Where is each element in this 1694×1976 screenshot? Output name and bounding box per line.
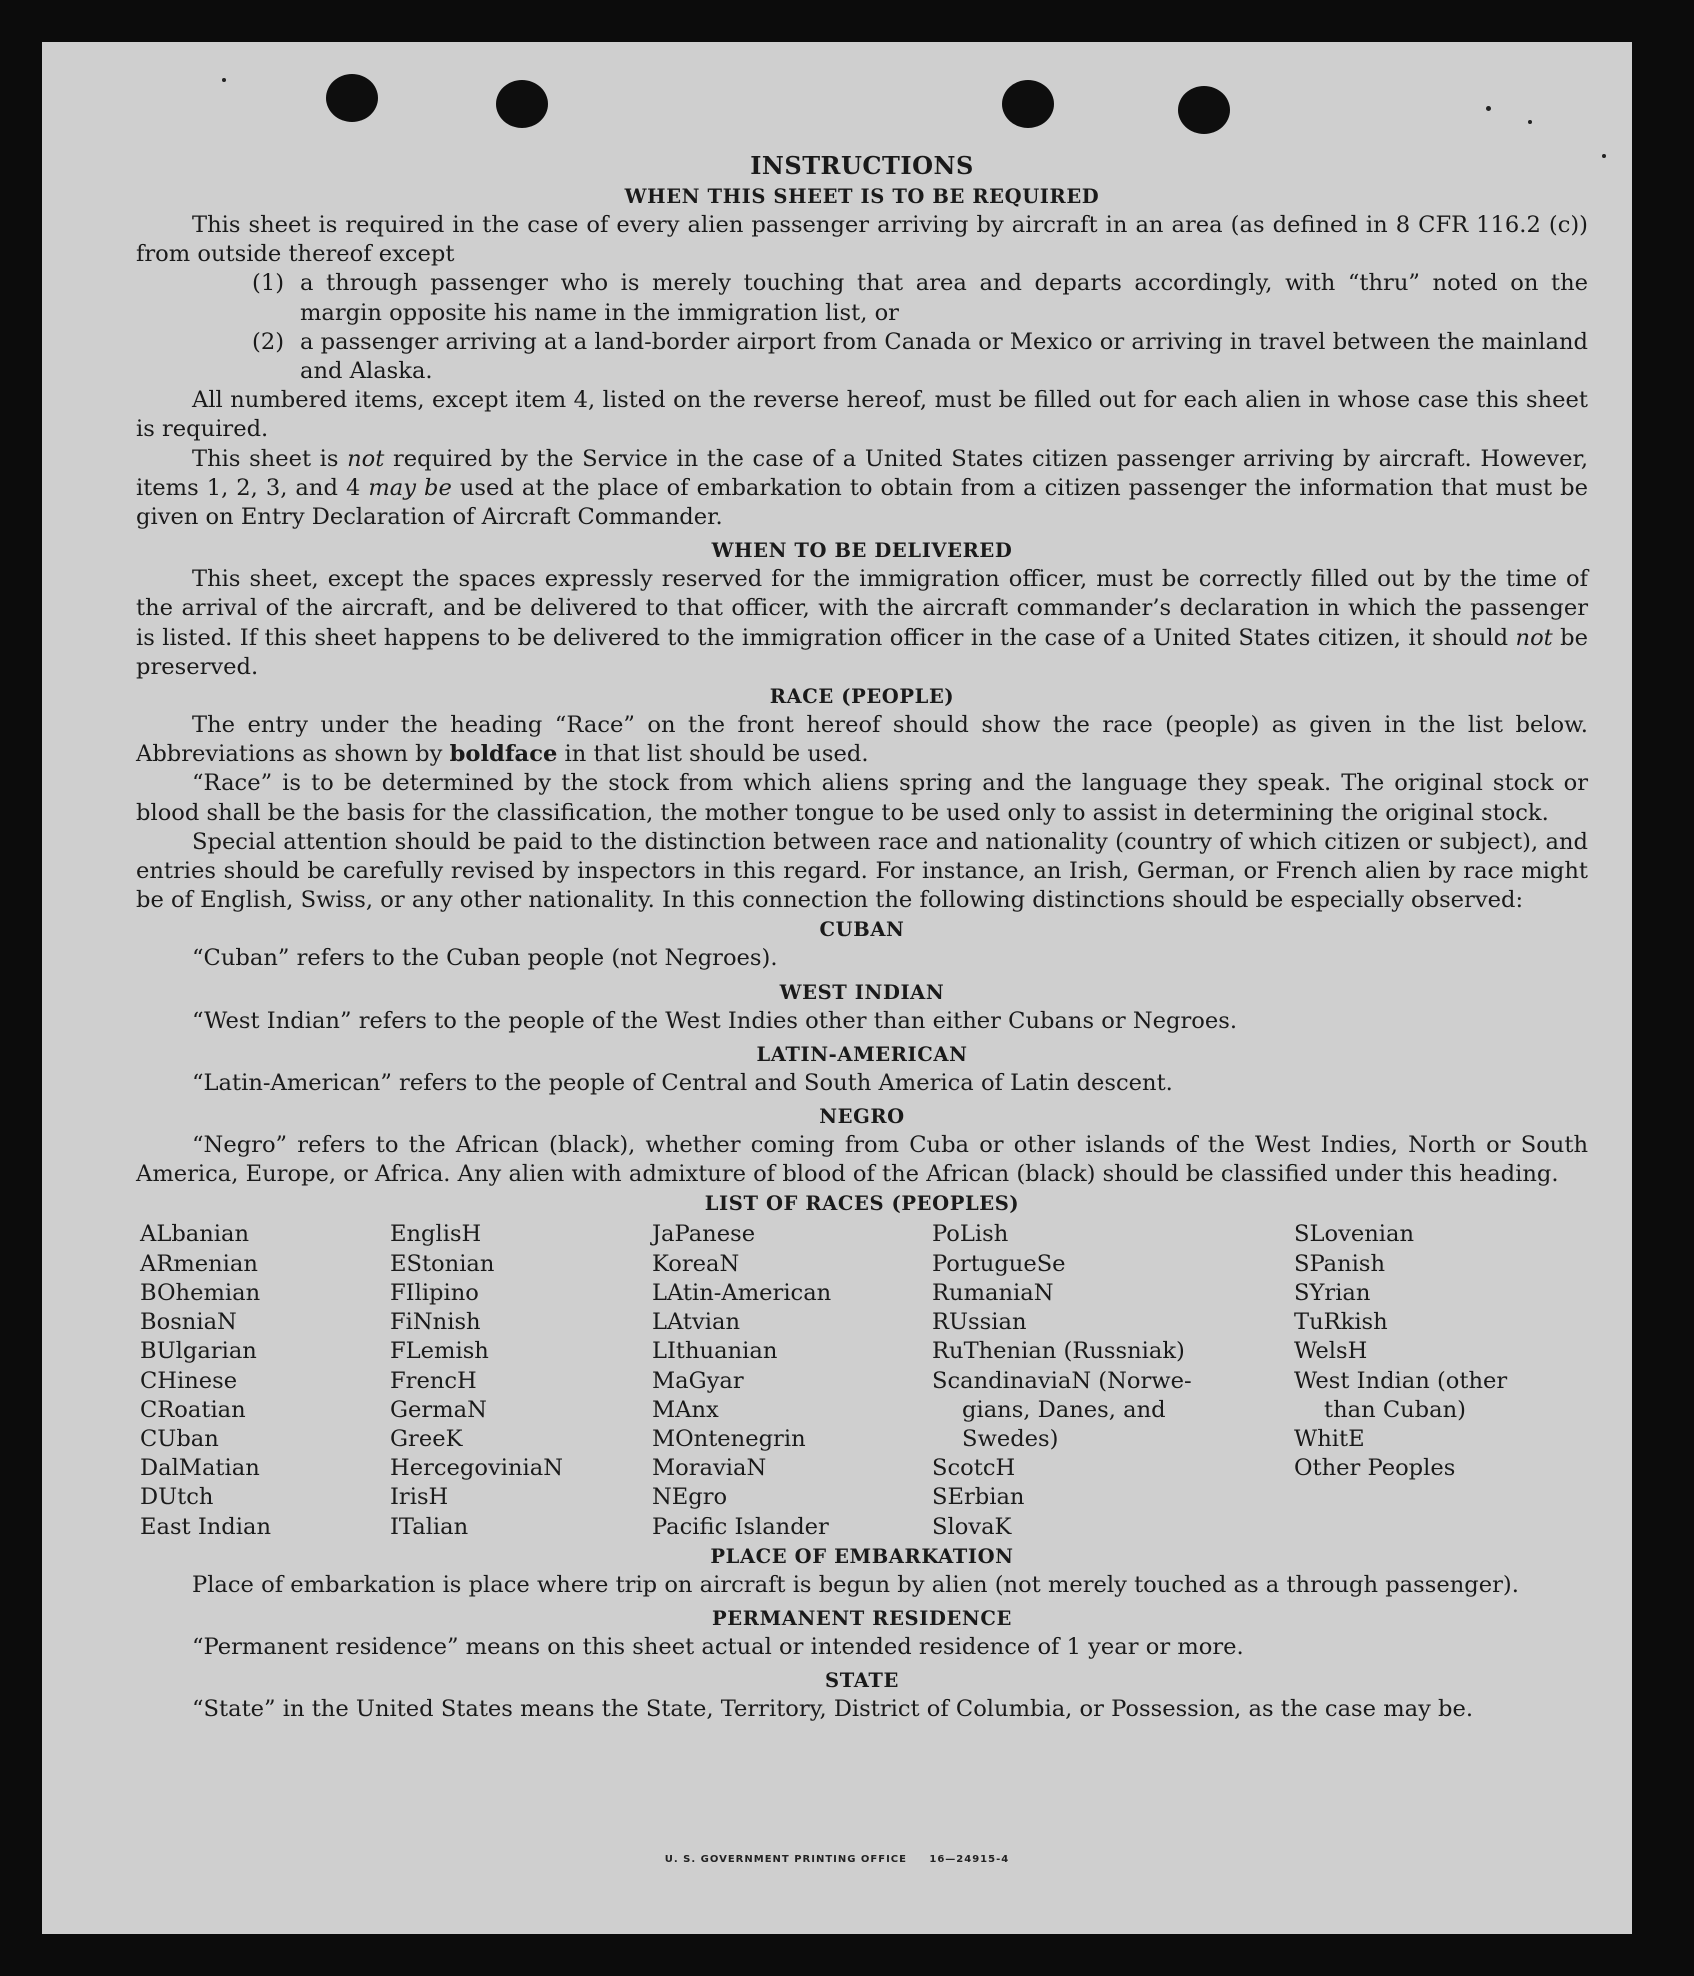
- paragraph: “State” in the United States means the State, Territory, District of Columbia, or Possession, as the case may be.: [192, 1696, 1474, 1723]
- heading-race: RACE (PEOPLE): [769, 685, 955, 709]
- speck: [1486, 106, 1491, 111]
- race-entry: KoreaN: [652, 1250, 740, 1277]
- speck: [1602, 154, 1606, 158]
- paragraph: All numbered items, except item 4, listed on the reverse hereof, must be filled out for each alien in whose case this sheet is required.: [136, 387, 1588, 443]
- heading-west-indian: WEST INDIAN: [779, 980, 945, 1004]
- race-entry: gians, Danes, and: [962, 1396, 1166, 1423]
- race-entry: BOhemian: [140, 1279, 261, 1306]
- document-sheet: [42, 42, 1632, 1934]
- paragraph: Place of embarkation is place where trip on aircraft is begun by alien (not merely touched as a through passenger).: [192, 1571, 1519, 1598]
- item-number: (1): [252, 270, 285, 297]
- page-title: INSTRUCTIONS: [750, 151, 974, 180]
- item-number: (2): [252, 328, 285, 355]
- races-column: [140, 1220, 390, 1541]
- race-entry: PortugueSe: [932, 1250, 1066, 1277]
- race-entry: JaPanese: [652, 1221, 756, 1248]
- race-entry: SYrian: [1294, 1279, 1371, 1306]
- heading-latin-american: LATIN-AMERICAN: [756, 1042, 968, 1066]
- heading-when-required: WHEN THIS SHEET IS TO BE REQUIRED: [624, 185, 1100, 208]
- punch-hole: [1002, 80, 1054, 128]
- paragraph: “Latin-American” refers to the people of Central and South America of Latin descent.: [192, 1069, 1173, 1096]
- race-entry: DUtch: [140, 1484, 214, 1511]
- race-entry: RumaniaN: [932, 1279, 1054, 1306]
- race-entry: RUssian: [932, 1309, 1027, 1336]
- instructions-content: [136, 150, 1588, 1724]
- heading-list-of-races: LIST OF RACES (PEOPLES): [704, 1192, 1020, 1216]
- race-entry: EStonian: [390, 1250, 495, 1277]
- race-entry: FIlipino: [390, 1279, 479, 1306]
- race-entry: TuRkish: [1294, 1309, 1388, 1336]
- punch-hole: [1178, 86, 1230, 134]
- item-text: a through passenger who is merely touching that area and departs accordingly, with “thru” noted on the margin opposite his name in the immigration list, or: [300, 270, 1588, 326]
- list-item: [136, 328, 1588, 386]
- race-entry: ScandinaviaN (Norwe-: [932, 1367, 1192, 1394]
- race-entry: than Cuban): [1324, 1396, 1466, 1423]
- race-entry: CUban: [140, 1425, 219, 1452]
- race-entry: East Indian: [140, 1513, 272, 1540]
- race-entry: Pacific Islander: [652, 1513, 829, 1540]
- punch-hole: [326, 74, 378, 122]
- race-entry: FrencH: [390, 1367, 477, 1394]
- paragraph: “Permanent residence” means on this sheet actual or intended residence of 1 year or more.: [192, 1633, 1244, 1660]
- paragraph: “Race” is to be determined by the stock from which aliens spring and the language they speak. The original stock or blood shall be the basis for the classification, the mother tongue to be used only to assist in determining the original stock.: [136, 770, 1588, 826]
- race-entry: SErbian: [932, 1484, 1025, 1511]
- race-entry: DalMatian: [140, 1455, 260, 1482]
- races-column: [652, 1220, 932, 1541]
- race-entry: MoraviaN: [652, 1455, 767, 1482]
- paragraph: “Cuban” refers to the Cuban people (not Negroes).: [192, 945, 778, 972]
- race-entry: EnglisH: [390, 1221, 482, 1248]
- printer-footer: U. S. GOVERNMENT PRINTING OFFICE 16—24915-4: [664, 1854, 1010, 1865]
- heading-state: STATE: [825, 1669, 899, 1693]
- heading-embarkation: PLACE OF EMBARKATION: [710, 1544, 1014, 1568]
- heading-negro: NEGRO: [819, 1105, 905, 1129]
- race-entry: SlovaK: [932, 1513, 1012, 1540]
- speck: [1528, 120, 1532, 124]
- race-entry: SLovenian: [1294, 1221, 1415, 1248]
- race-entry: CRoatian: [140, 1396, 246, 1423]
- race-entry: Other Peoples: [1294, 1455, 1456, 1482]
- race-entry: MOntenegrin: [652, 1425, 806, 1452]
- races-column: [1294, 1220, 1588, 1541]
- heading-when-delivered: WHEN TO BE DELIVERED: [711, 539, 1013, 563]
- race-entry: PoLish: [932, 1221, 1009, 1248]
- race-entry: BosniaN: [140, 1309, 237, 1336]
- race-entry: NEgro: [652, 1484, 728, 1511]
- race-entry: West Indian (other: [1294, 1367, 1508, 1394]
- race-entry: WelsH: [1294, 1338, 1368, 1365]
- list-item: [136, 269, 1588, 327]
- race-entry: LAtin-American: [652, 1279, 832, 1306]
- race-entry: ALbanian: [140, 1221, 250, 1248]
- item-text: a passenger arriving at a land-border airport from Canada or Mexico or arriving in travel between the mainland and Alaska.: [300, 328, 1589, 385]
- race-entry: WhitE: [1294, 1425, 1365, 1452]
- race-entry: FLemish: [390, 1338, 489, 1365]
- race-entry: LIthuanian: [652, 1338, 778, 1365]
- punch-hole: [496, 80, 548, 128]
- race-entry: IrisH: [390, 1484, 449, 1511]
- paragraph: “West Indian” refers to the people of the West Indies other than either Cubans or Negroes.: [192, 1007, 1238, 1034]
- race-entry: FiNnish: [390, 1309, 481, 1336]
- race-entry: BUlgarian: [140, 1338, 257, 1365]
- paragraph: The entry under the heading “Race” on the front hereof should show the race (people) as given in the list below. Abbreviations as shown by boldface in that list should be used.: [136, 712, 1588, 768]
- races-list: [140, 1220, 1588, 1541]
- race-entry: MaGyar: [652, 1367, 744, 1394]
- race-entry: ITalian: [390, 1513, 469, 1540]
- paragraph: This sheet, except the spaces expressly reserved for the immigration officer, must be correctly filled out by the time of the arrival of the aircraft, and be delivered to that officer, with the aircraft commander’s declaration in which the passenger is listed. If this sheet happens to be delivered to the immigration officer in the case of a United States citizen, it should not be preserved.: [136, 566, 1588, 680]
- races-column: [932, 1220, 1294, 1541]
- races-column: [390, 1220, 652, 1541]
- paragraph: Special attention should be paid to the distinction between race and nationality (country of which citizen or subject), and entries should be carefully revised by inspectors in this regard. For instance, an Irish, German, or French alien by race might be of English, Swiss, or any other nationality. In this connection the following distinctions should be especially observed:: [136, 828, 1588, 914]
- heading-cuban: CUBAN: [819, 918, 905, 942]
- race-entry: MAnx: [652, 1396, 719, 1423]
- race-entry: ARmenian: [140, 1250, 258, 1277]
- paragraph: This sheet is required in the case of every alien passenger arriving by aircraft in an area (as defined in 8 CFR 116.2 (c)) from outside thereof except: [136, 212, 1588, 268]
- race-entry: RuThenian (Russniak): [932, 1338, 1185, 1365]
- race-entry: SPanish: [1294, 1250, 1386, 1277]
- race-entry: LAtvian: [652, 1309, 741, 1336]
- race-entry: CHinese: [140, 1367, 238, 1394]
- race-entry: GreeK: [390, 1425, 463, 1452]
- race-entry: ScotcH: [932, 1455, 1016, 1482]
- race-entry: HercegoviniaN: [390, 1455, 563, 1482]
- race-entry: Swedes): [962, 1425, 1059, 1452]
- paragraph: This sheet is not required by the Service in the case of a United States citizen passenger arriving by aircraft. However, items 1, 2, 3, and 4 may be used at the place of embarkation to obtain from a citizen passenger the information that must be given on Entry Declaration of Aircraft Commander.: [136, 445, 1588, 531]
- race-entry: GermaN: [390, 1396, 487, 1423]
- speck: [222, 78, 226, 82]
- paragraph: “Negro” refers to the African (black), whether coming from Cuba or other islands of the West Indies, North or South America, Europe, or Africa. Any alien with admixture of blood of the African (black) should be classified under this heading.: [136, 1132, 1588, 1188]
- heading-residence: PERMANENT RESIDENCE: [712, 1606, 1012, 1630]
